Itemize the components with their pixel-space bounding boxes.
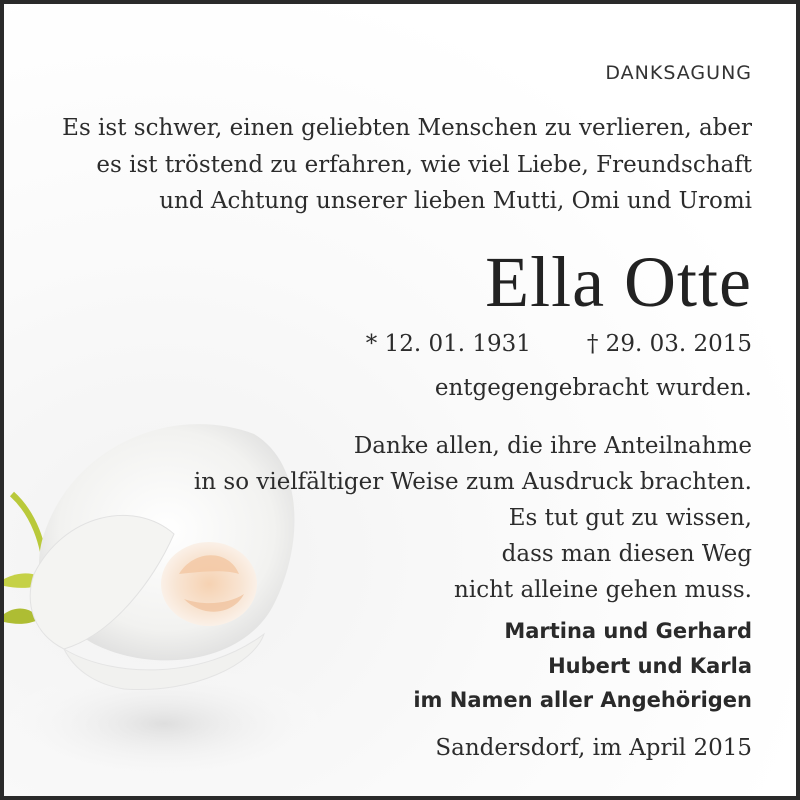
signer-line: Hubert und Karla: [548, 653, 752, 678]
life-dates: [366, 328, 752, 360]
thanks-line: Danke allen, die ihre Anteilnahme: [353, 433, 752, 459]
signer-line: im Namen aller Angehörigen: [413, 688, 752, 712]
thanks-line: nicht alleine gehen muss.: [454, 577, 752, 603]
birth-date: * 12. 01. 1931: [365, 331, 531, 357]
thanks-line: dass man diesen Weg: [501, 541, 752, 567]
heading: DANKSAGUNG: [605, 62, 752, 84]
intro-text: [62, 110, 752, 220]
continuation-text: entgegengebracht wurden.: [434, 375, 752, 401]
signer-line: Martina und Gerhard: [504, 619, 752, 643]
intro-line: es ist tröstend zu erfahren, wie viel Liebe, Freundschaft: [96, 151, 752, 178]
death-date: † 29. 03. 2015: [586, 331, 752, 357]
signers: [413, 614, 752, 718]
intro-line: und Achtung unserer lieben Mutti, Omi und Uromi: [159, 188, 752, 214]
thanks-text: [194, 428, 752, 608]
intro-line: Es ist schwer, einen geliebten Menschen zu verlieren, aber: [62, 115, 752, 141]
thanks-line: Es tut gut zu wissen,: [508, 505, 752, 531]
deceased-name: Ella Otte: [485, 242, 752, 322]
place-date: Sandersdorf, im April 2015: [435, 735, 752, 761]
thanks-line: in so vielfältiger Weise zum Ausdruck brachten.: [193, 469, 752, 495]
